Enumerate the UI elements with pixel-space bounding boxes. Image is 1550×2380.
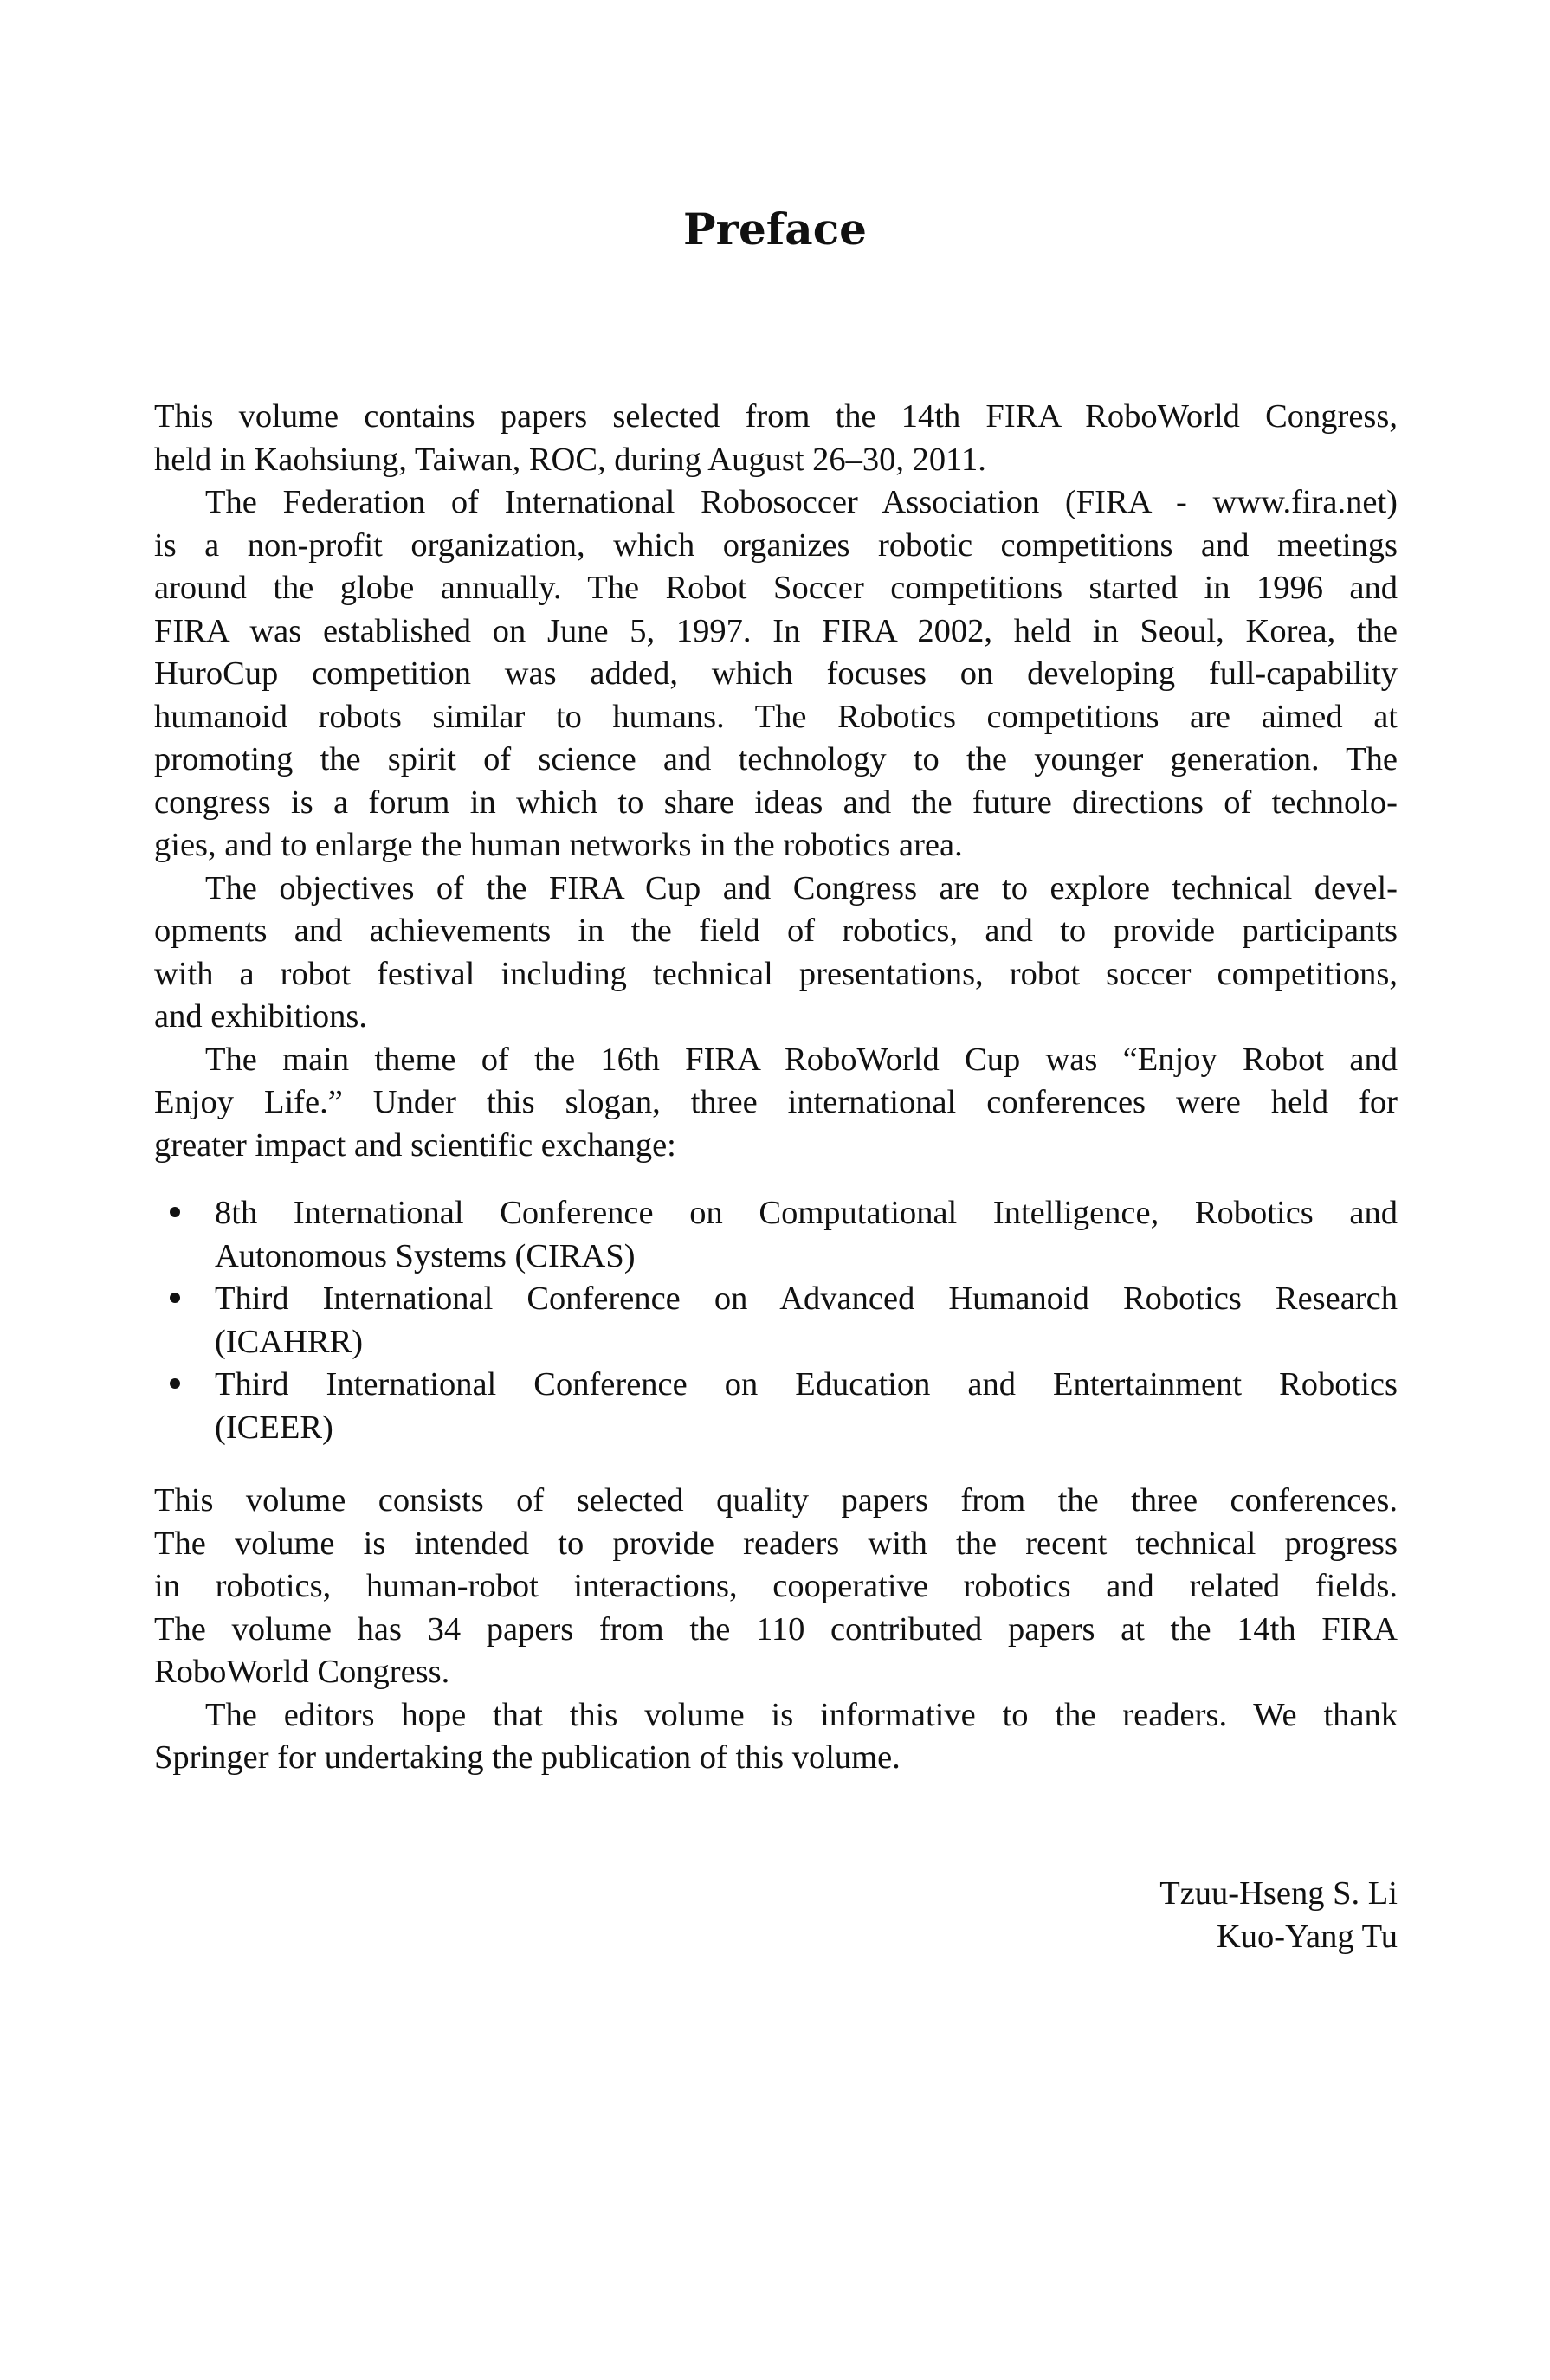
text-line: Enjoy Life.” Under this slogan, three international conferences were held for xyxy=(154,1084,1398,1120)
page-title: Preface xyxy=(683,203,867,255)
text-line: The volume has 34 papers from the 110 contributed papers at the 14th FIRA xyxy=(154,1611,1398,1648)
text-line: The editors hope that this volume is informative to the readers. We thank xyxy=(205,1697,1398,1733)
editor-name: Tzuu-Hseng S. Li xyxy=(1159,1875,1398,1912)
editor-name: Kuo-Yang Tu xyxy=(1216,1919,1398,1955)
text-line: humanoid robots similar to humans. The Robotics competitions are aimed at xyxy=(154,699,1398,735)
text-line: gies, and to enlarge the human networks in the robotics area. xyxy=(154,827,963,863)
text-line: greater impact and scientific exchange: xyxy=(154,1127,676,1164)
text-line: promoting the spirit of science and technology to the younger generation. The xyxy=(154,741,1398,777)
text-line: opments and achievements in the field of robotics, and to provide participants xyxy=(154,913,1398,949)
text-line: The Federation of International Robosoccer Association (FIRA - www.fira.net) xyxy=(205,484,1398,520)
bullet-icon xyxy=(170,1293,180,1303)
text-line: The objectives of the FIRA Cup and Congress are to explore technical devel- xyxy=(205,870,1398,906)
text-line: The volume is intended to provide readers with the recent technical progress xyxy=(154,1525,1398,1562)
text-line: congress is a forum in which to share ideas and the future directions of technolo- xyxy=(154,784,1398,821)
text-line: Third International Conference on Advanced Humanoid Robotics Research xyxy=(215,1280,1398,1317)
text-line: The main theme of the 16th FIRA RoboWorld Cup was “Enjoy Robot and xyxy=(205,1042,1398,1078)
text-line: Springer for undertaking the publication of this volume. xyxy=(154,1739,901,1776)
text-line: is a non-profit organization, which organizes robotic competitions and meetings xyxy=(154,527,1398,564)
text-line: RoboWorld Congress. xyxy=(154,1654,450,1690)
text-line: and exhibitions. xyxy=(154,998,367,1035)
text-line: 8th International Conference on Computational Intelligence, Robotics and xyxy=(215,1195,1398,1231)
bullet-icon xyxy=(170,1378,180,1389)
text-line: in robotics, human-robot interactions, cooperative robotics and related fields. xyxy=(154,1568,1398,1604)
text-line: around the globe annually. The Robot Soccer competitions started in 1996 and xyxy=(154,570,1398,606)
text-line: HuroCup competition was added, which focuses on developing full-capability xyxy=(154,655,1398,692)
text-line: Third International Conference on Education and Entertainment Robotics xyxy=(215,1366,1398,1403)
text-line: (ICAHRR) xyxy=(215,1324,364,1360)
text-line: FIRA was established on June 5, 1997. In FIRA 2002, held in Seoul, Korea, the xyxy=(154,613,1398,649)
text-line: Autonomous Systems (CIRAS) xyxy=(215,1238,636,1274)
bullet-icon xyxy=(170,1207,180,1217)
text-line: (ICEER) xyxy=(215,1409,333,1446)
text-line: This volume consists of selected quality papers from the three conferences. xyxy=(154,1482,1398,1519)
text-line: This volume contains papers selected from the 14th FIRA RoboWorld Congress, xyxy=(154,398,1398,435)
text-line: with a robot festival including technical presentations, robot soccer competitions, xyxy=(154,956,1398,992)
text-line: held in Kaohsiung, Taiwan, ROC, during August 26–30, 2011. xyxy=(154,442,986,478)
